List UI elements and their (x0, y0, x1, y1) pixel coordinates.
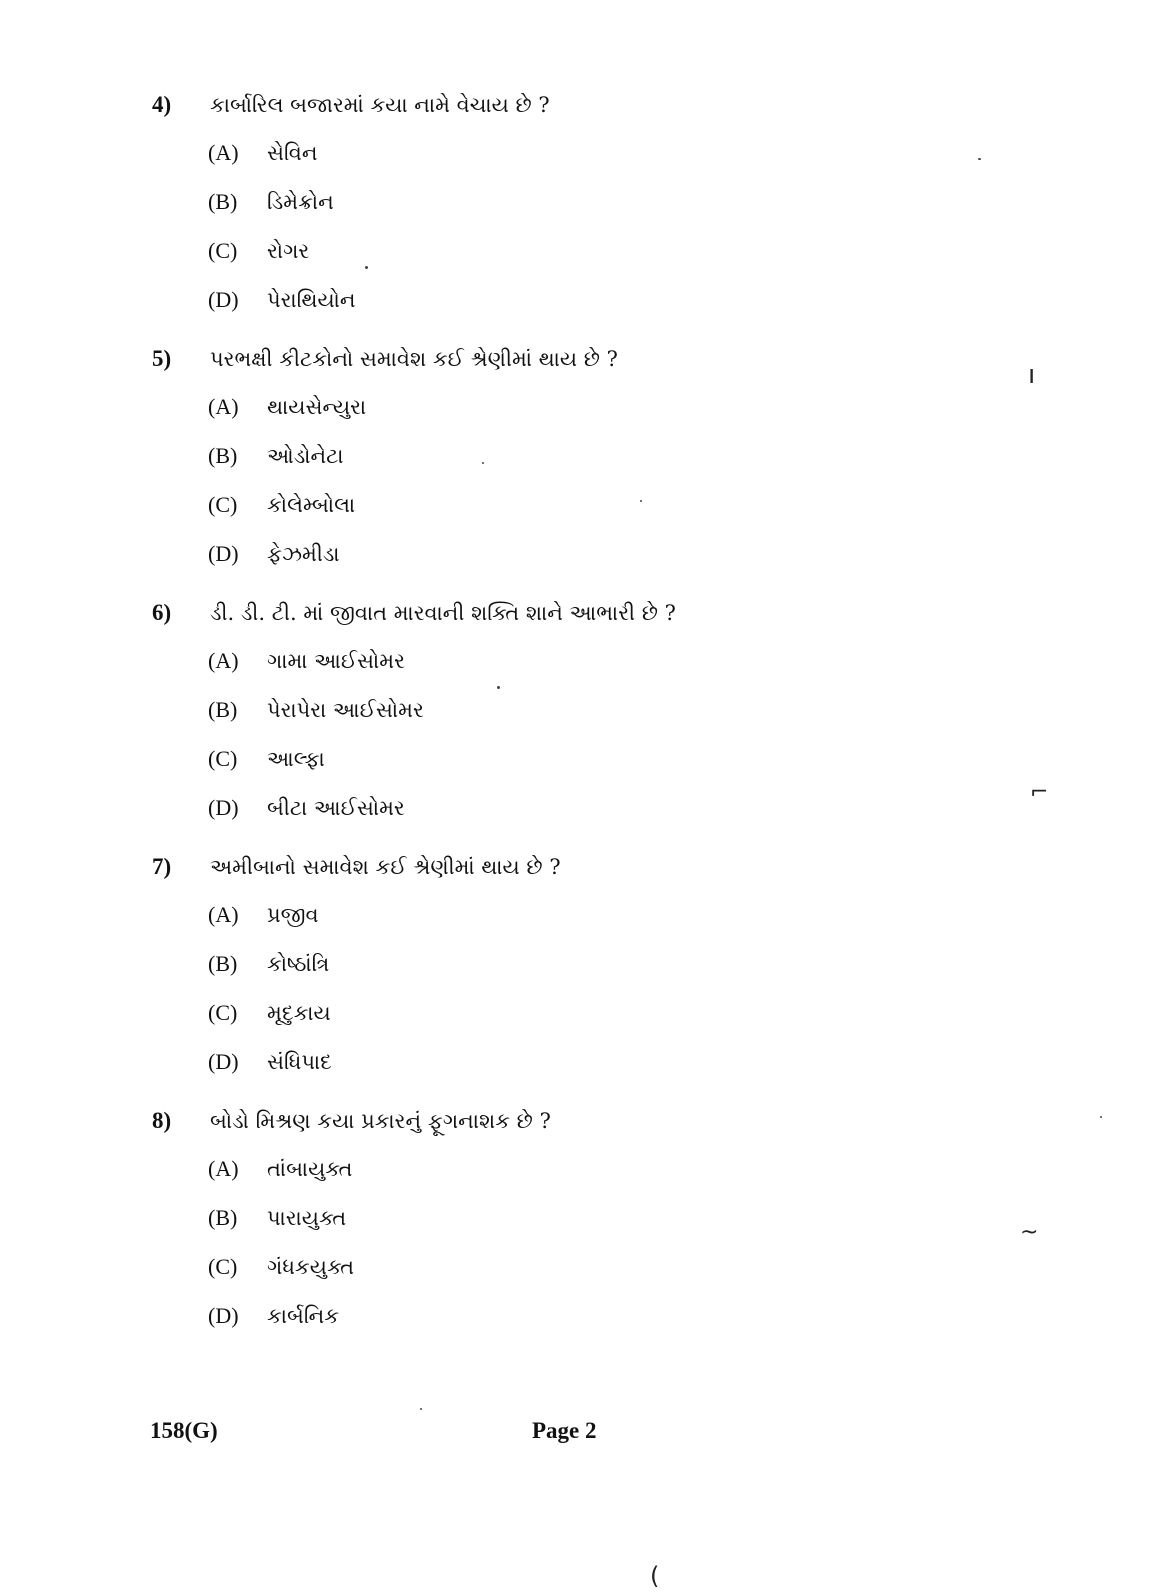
question-number: 7) (152, 854, 172, 879)
option-d (152, 537, 1052, 586)
option-b (152, 693, 1052, 742)
option-b (152, 185, 1052, 234)
option-label: (A) (208, 648, 239, 673)
scan-speck (978, 158, 981, 160)
scan-mark: ~ (1020, 1220, 1039, 1245)
question-number: 8) (152, 1108, 172, 1133)
scan-speck (365, 266, 368, 269)
option-text: પ્રજીવ (267, 903, 319, 927)
option-label: (C) (208, 746, 238, 771)
option-label: (A) (208, 902, 239, 927)
option-c (152, 234, 1052, 283)
scan-mark: ( (650, 1562, 660, 1590)
option-text: રોગર (267, 239, 310, 263)
question-7 (152, 850, 1052, 1094)
option-label: (C) (208, 1000, 238, 1025)
option-text: થાયસેન્યુરા (267, 395, 367, 419)
option-c (152, 488, 1052, 537)
question-number: 4) (152, 92, 172, 117)
option-text: ફેઝમીડા (267, 542, 340, 566)
option-label: (B) (208, 443, 238, 468)
option-text: બીટા આઈસોમર (267, 796, 405, 820)
option-text: તાંબાયુક્ત (267, 1157, 353, 1181)
option-a (152, 644, 1052, 693)
option-label: (A) (208, 140, 239, 165)
option-a (152, 898, 1052, 947)
option-text: ગામા આઈસોમર (267, 649, 405, 673)
option-a (152, 136, 1052, 185)
option-label: (C) (208, 238, 238, 263)
option-label: (B) (208, 189, 238, 214)
option-b (152, 947, 1052, 996)
option-d (152, 1045, 1052, 1094)
question-number: 6) (152, 600, 172, 625)
question-number: 5) (152, 346, 172, 371)
question-text: બોડો મિશ્રણ કયા પ્રકારનું ફૂગનાશક છે ? (210, 1109, 551, 1133)
option-text: પેરાપેરા આઈસોમર (267, 698, 424, 722)
question-text: પરભક્ષી કીટકોનો સમાવેશ કઈ શ્રેણીમાં થાય છે ? (210, 347, 618, 371)
scan-speck (497, 686, 500, 689)
scan-speck (1100, 1116, 1102, 1118)
scan-speck (420, 1408, 422, 1410)
option-text: સેવિન (267, 141, 318, 165)
option-d (152, 791, 1052, 840)
option-text: ગંધકયુક્ત (267, 1255, 355, 1279)
option-label: (B) (208, 1205, 238, 1230)
option-text: પારાયુક્ત (267, 1206, 347, 1230)
option-c (152, 996, 1052, 1045)
option-a (152, 1152, 1052, 1201)
question-5 (152, 342, 1052, 586)
scan-speck (482, 462, 484, 464)
option-label: (D) (208, 287, 239, 312)
option-label: (D) (208, 541, 239, 566)
scan-speck (640, 500, 642, 502)
scan-mark: ⌐ (1030, 780, 1049, 805)
option-text: મૃદુકાય (267, 1001, 331, 1025)
option-b (152, 1201, 1052, 1250)
question-text: અમીબાનો સમાવેશ કઈ શ્રેણીમાં થાય છે ? (210, 855, 561, 879)
question-text: કાર્બારિલ બજારમાં કયા નામે વેચાય છે ? (210, 93, 550, 117)
option-label: (D) (208, 795, 239, 820)
question-8 (152, 1104, 1052, 1348)
option-label: (A) (208, 394, 239, 419)
option-label: (C) (208, 1254, 238, 1279)
option-text: કાર્બનિક (267, 1304, 340, 1328)
option-text: ઓડોનેટા (267, 444, 344, 468)
page-number: Page 2 (532, 1418, 597, 1443)
option-d (152, 1299, 1052, 1348)
question-text: ડી. ડી. ટી. માં જીવાત મારવાની શક્તિ શાને આભારી છે ? (210, 601, 676, 625)
option-c (152, 742, 1052, 791)
option-label: (A) (208, 1156, 239, 1181)
scan-mark: ı (1028, 360, 1036, 390)
option-text: સંધિપાદ (267, 1050, 332, 1074)
paper-code: 158(G) (150, 1418, 218, 1443)
option-d (152, 283, 1052, 332)
option-text: કોષ્ઠાંત્રિ (267, 952, 330, 976)
option-label: (D) (208, 1303, 239, 1328)
option-b (152, 439, 1052, 488)
question-4 (152, 88, 1052, 332)
option-text: કોલેમ્બોલા (267, 493, 356, 517)
option-label: (B) (208, 697, 238, 722)
option-text: આલ્ફા (267, 747, 325, 771)
question-6 (152, 596, 1052, 840)
option-c (152, 1250, 1052, 1299)
option-text: પેરાથિયોન (267, 288, 356, 312)
option-text: ડિમેક્રોન (267, 190, 334, 214)
option-label: (C) (208, 492, 238, 517)
option-label: (D) (208, 1049, 239, 1074)
option-a (152, 390, 1052, 439)
option-label: (B) (208, 951, 238, 976)
